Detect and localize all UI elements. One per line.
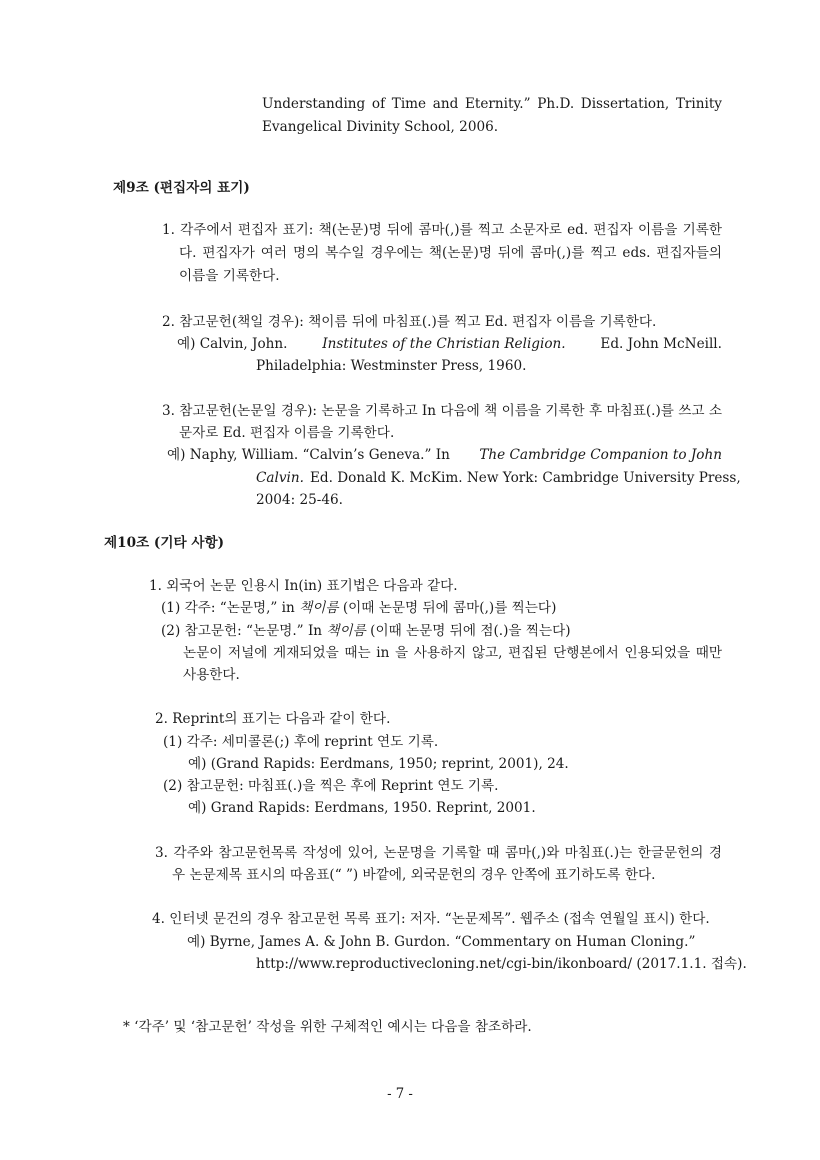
example-editor: Ed. John McNeill. xyxy=(600,336,722,352)
footnote: * ‘각주’ 및 ‘참고문헌’ 작성을 위한 구체적인 예시는 다음을 참조하라. xyxy=(123,1019,532,1035)
art10-item1-line1: 1. 외국어 논문 인용시 In(in) 표기법은 다음과 같다. xyxy=(149,578,458,594)
art10-item1-note-line1: 논문이 저널에 게재되었을 때는 in 을 사용하지 않고, 편집된 단행본에서 인용되었을 때만 xyxy=(183,645,722,661)
example-book-title-cont: Calvin. xyxy=(256,470,304,486)
sub2-prefix: (2) 참고문헌: “논문명.” In xyxy=(161,623,323,639)
art10-item1-note-line2: 사용한다. xyxy=(183,667,240,683)
art10-item2-sub1: (1) 각주: 세미콜론(;) 후에 reprint 연도 기록. xyxy=(163,734,439,750)
art9-item3-example xyxy=(167,444,722,466)
art10-item3-line1: 3. 각주와 참고문헌목록 작성에 있어, 논문명을 기록할 때 콤마(,)와 마침표(.)는 한글문헌의 경 xyxy=(155,845,722,861)
sub2-note: (이때 논문명 뒤에 점(.)을 찍는다) xyxy=(370,623,571,639)
art10-item4-example-url: http://www.reproductivecloning.net/cgi-bin/ikonboard/ (2017.1.1. 접속). xyxy=(256,956,747,972)
example-book-title: The Cambridge Companion to John xyxy=(479,447,722,463)
sub1-book-title: 책이름 xyxy=(299,600,339,616)
art10-item2-sub1-example: 예) (Grand Rapids: Eerdmans, 1950; reprint, 2001), 24. xyxy=(188,756,569,772)
art9-item1-line2: 다. 편집자가 여러 명의 복수일 경우에는 책(논문)명 뒤에 콤마(,)를 찍고 eds. 편집자들의 xyxy=(179,245,722,261)
art10-item2-line1: 2. Reprint의 표기는 다음과 같이 한다. xyxy=(155,711,391,727)
art10-item1-sub2 xyxy=(161,620,571,642)
art9-item1-line1: 1. 각주에서 편집자 표기: 책(논문)명 뒤에 콤마(,)를 찍고 소문자로 ed. 편집자 이름을 기록한 xyxy=(162,222,722,238)
art9-item2-example xyxy=(177,333,722,355)
sub1-note: (이때 논문명 뒤에 콤마(,)를 찍는다) xyxy=(342,600,557,616)
example-publication: Ed. Donald K. McKim. New York: Cambridge University Press, xyxy=(309,470,741,486)
art10-item2-sub2: (2) 참고문헌: 마침표(.)을 찍은 후에 Reprint 연도 기록. xyxy=(163,778,499,794)
article-9-heading: 제9조 (편집자의 표기) xyxy=(113,180,250,196)
art9-item3-line1: 3. 참고문헌(논문일 경우): 논문을 기록하고 In 다음에 책 이름을 기록한 후 마침표(.)를 쓰고 소 xyxy=(162,403,722,419)
art9-item3-example-line2 xyxy=(256,467,741,489)
art9-item1-line3: 이름을 기록한다. xyxy=(179,268,280,284)
art10-item1-sub1 xyxy=(161,597,556,619)
art9-item3-example-line3: 2004: 25-46. xyxy=(256,492,344,508)
art9-item2-line1: 2. 참고문헌(책일 경우): 책이름 뒤에 마침표(.)를 찍고 Ed. 편집자 이름을 기록한다. xyxy=(162,314,657,330)
carryover-line-2: Evangelical Divinity School, 2006. xyxy=(262,119,499,135)
art9-item2-example-line2: Philadelphia: Westminster Press, 1960. xyxy=(256,358,527,374)
art10-item2-sub2-example: 예) Grand Rapids: Eerdmans, 1950. Reprint, 2001. xyxy=(188,800,536,816)
example-author: 예) Calvin, John. xyxy=(177,336,288,352)
art10-item4-line1: 4. 인터넷 문건의 경우 참고문헌 목록 표기: 저자. “논문제목”. 웹주소 (접속 연월일 표시) 한다. xyxy=(152,911,710,927)
sub1-prefix: (1) 각주: “논문명,” in xyxy=(161,600,295,616)
example-article: 예) Naphy, William. “Calvin’s Geneva.” In xyxy=(167,447,450,463)
sub2-book-title: 책이름 xyxy=(326,623,366,639)
art10-item4-example-line1: 예) Byrne, James A. & John B. Gurdon. “Commentary on Human Cloning.” xyxy=(187,934,696,950)
example-book-title: Institutes of the Christian Religion. xyxy=(322,336,566,352)
art9-item3-line2: 문자로 Ed. 편집자 이름을 기록한다. xyxy=(179,425,395,441)
page-number: - 7 - xyxy=(387,1086,413,1102)
art10-item3-line2: 우 논문제목 표시의 따옴표(“ ”) 바깥에, 외국문헌의 경우 안쪽에 표기하도록 한다. xyxy=(172,867,656,883)
article-10-heading: 제10조 (기타 사항) xyxy=(104,535,225,551)
carryover-line-1: Understanding of Time and Eternity.” Ph.D. Dissertation, Trinity xyxy=(262,96,722,112)
